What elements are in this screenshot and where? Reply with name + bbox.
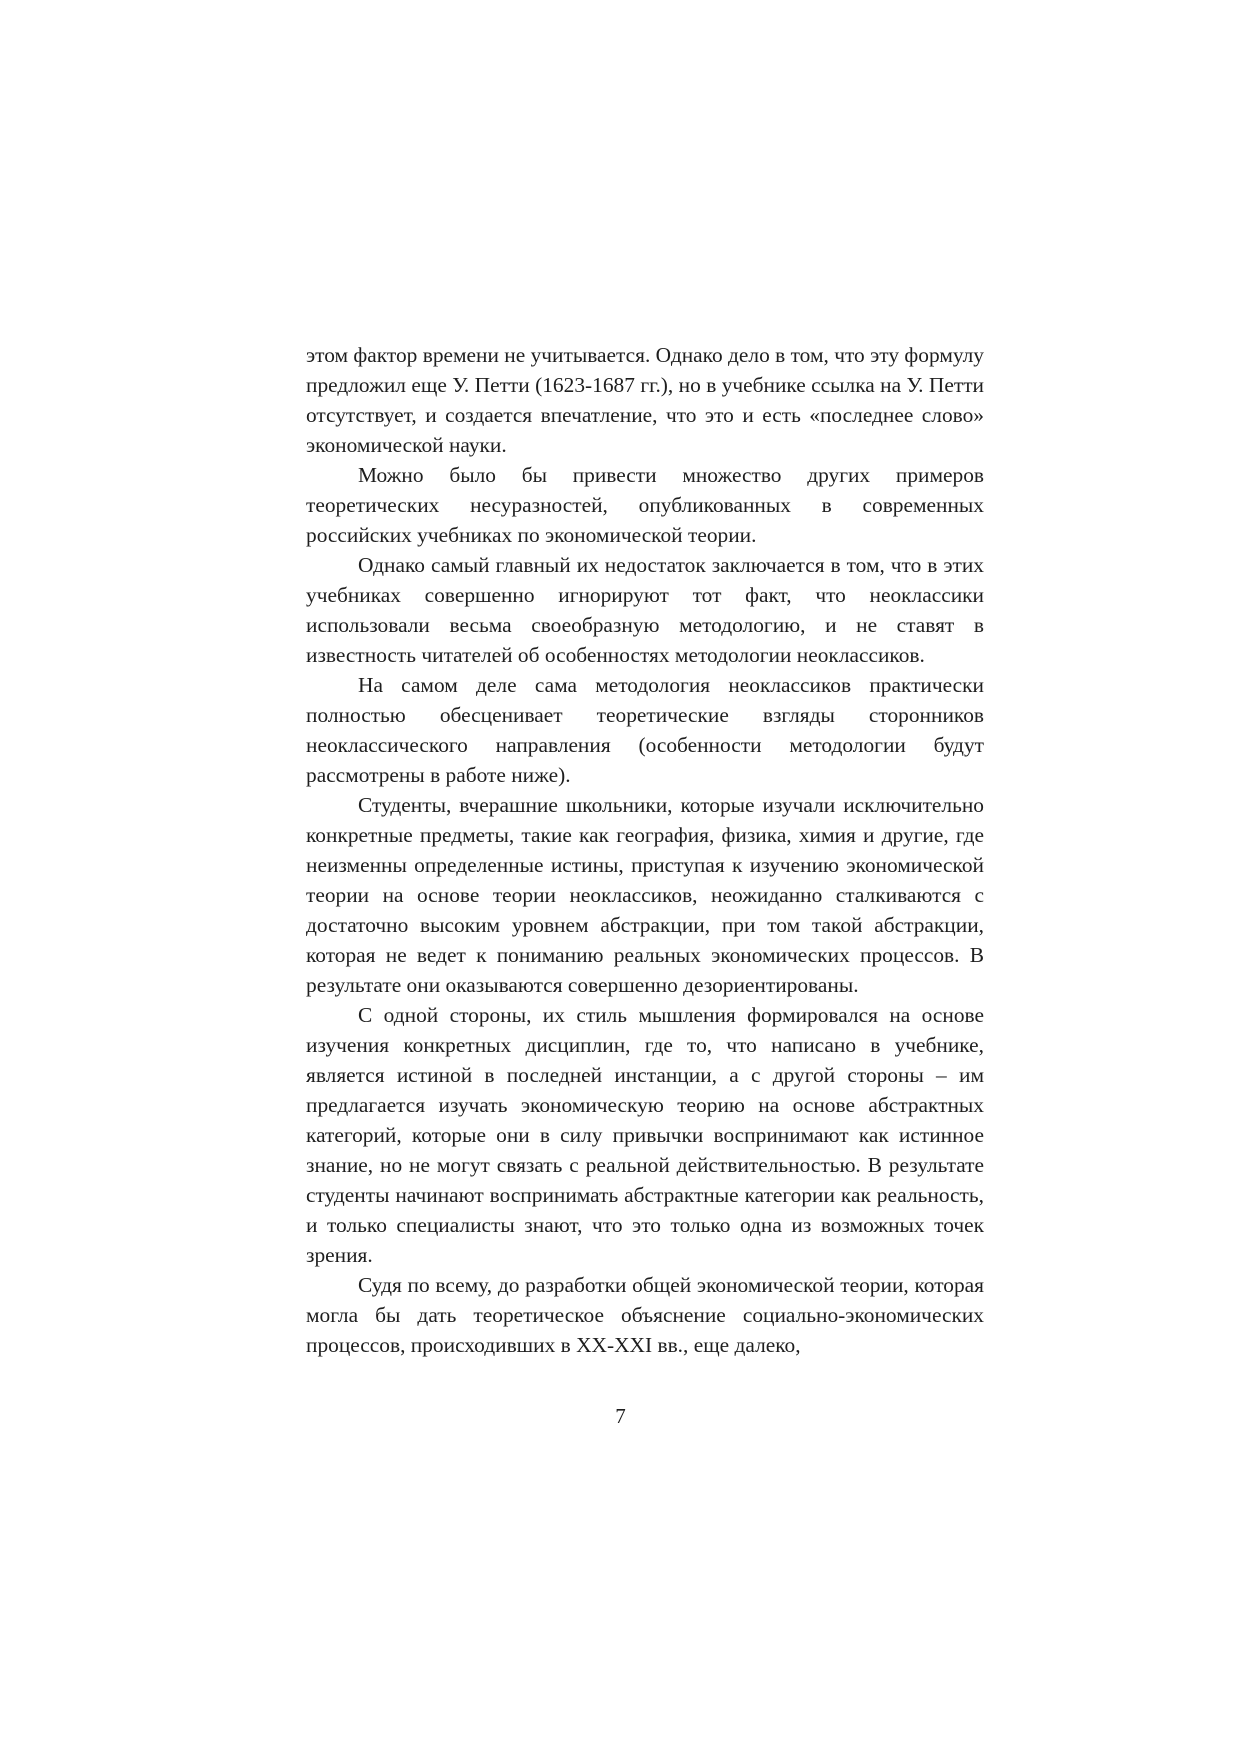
paragraph: Студенты, вчерашние школьники, которые изучали исключительно конкретные предметы, такие как география, физика, химия и другие, где неизменны определенные истины, приступая к изучению экономической теории на основе теории неоклассиков, неожиданно сталкиваются с достаточно высоким уровнем абстракции, при том такой абстракции, которая не ведет к пониманию реальных экономических процессов. В результате они оказываются совершенно дезориентированы. xyxy=(306,793,984,997)
paragraph: Можно было бы привести множество других примеров теоретических несуразностей, опубликованных в современных российских учебниках по экономической теории. xyxy=(306,463,984,547)
body-text xyxy=(306,340,984,1360)
paragraph-continued: этом фактор времени не учитывается. Однако дело в том, что эту формулу предложил еще У. Петти (1623-1687 гг.), но в учебнике ссылка на У. Петти отсутствует, и создается впечатление, что это и есть «последнее слово» экономической науки. xyxy=(306,343,984,457)
paragraph: Однако самый главный их недостаток заключается в том, что в этих учебниках совершенно игнорируют тот факт, что неоклассики использовали весьма своеобразную методологию, и не ставят в известность читателей об особенностях методологии неоклассиков. xyxy=(306,553,984,667)
paragraph: Судя по всему, до разработки общей экономической теории, которая могла бы дать теоретическое объяснение социально-экономических процессов, происходивших в XX-XXI вв., еще далеко, xyxy=(306,1273,984,1357)
paragraph: На самом деле сама методология неоклассиков практически полностью обесценивает теоретические взгляды сторонников неоклассического направления (особенности методологии будут рассмотрены в работе ниже). xyxy=(306,673,984,787)
page-number: 7 xyxy=(615,1404,626,1428)
paragraph: С одной стороны, их стиль мышления формировался на основе изучения конкретных дисциплин, где то, что написано в учебнике, является истиной в последней инстанции, а с другой стороны – им предлагается изучать экономическую теорию на основе абстрактных категорий, которые они в силу привычки воспринимают как истинное знание, но не могут связать с реальной действительностью. В результате студенты начинают воспринимать абстрактные категории как реальность, и только специалисты знают, что это только одна из возможных точек зрения. xyxy=(306,1003,984,1267)
